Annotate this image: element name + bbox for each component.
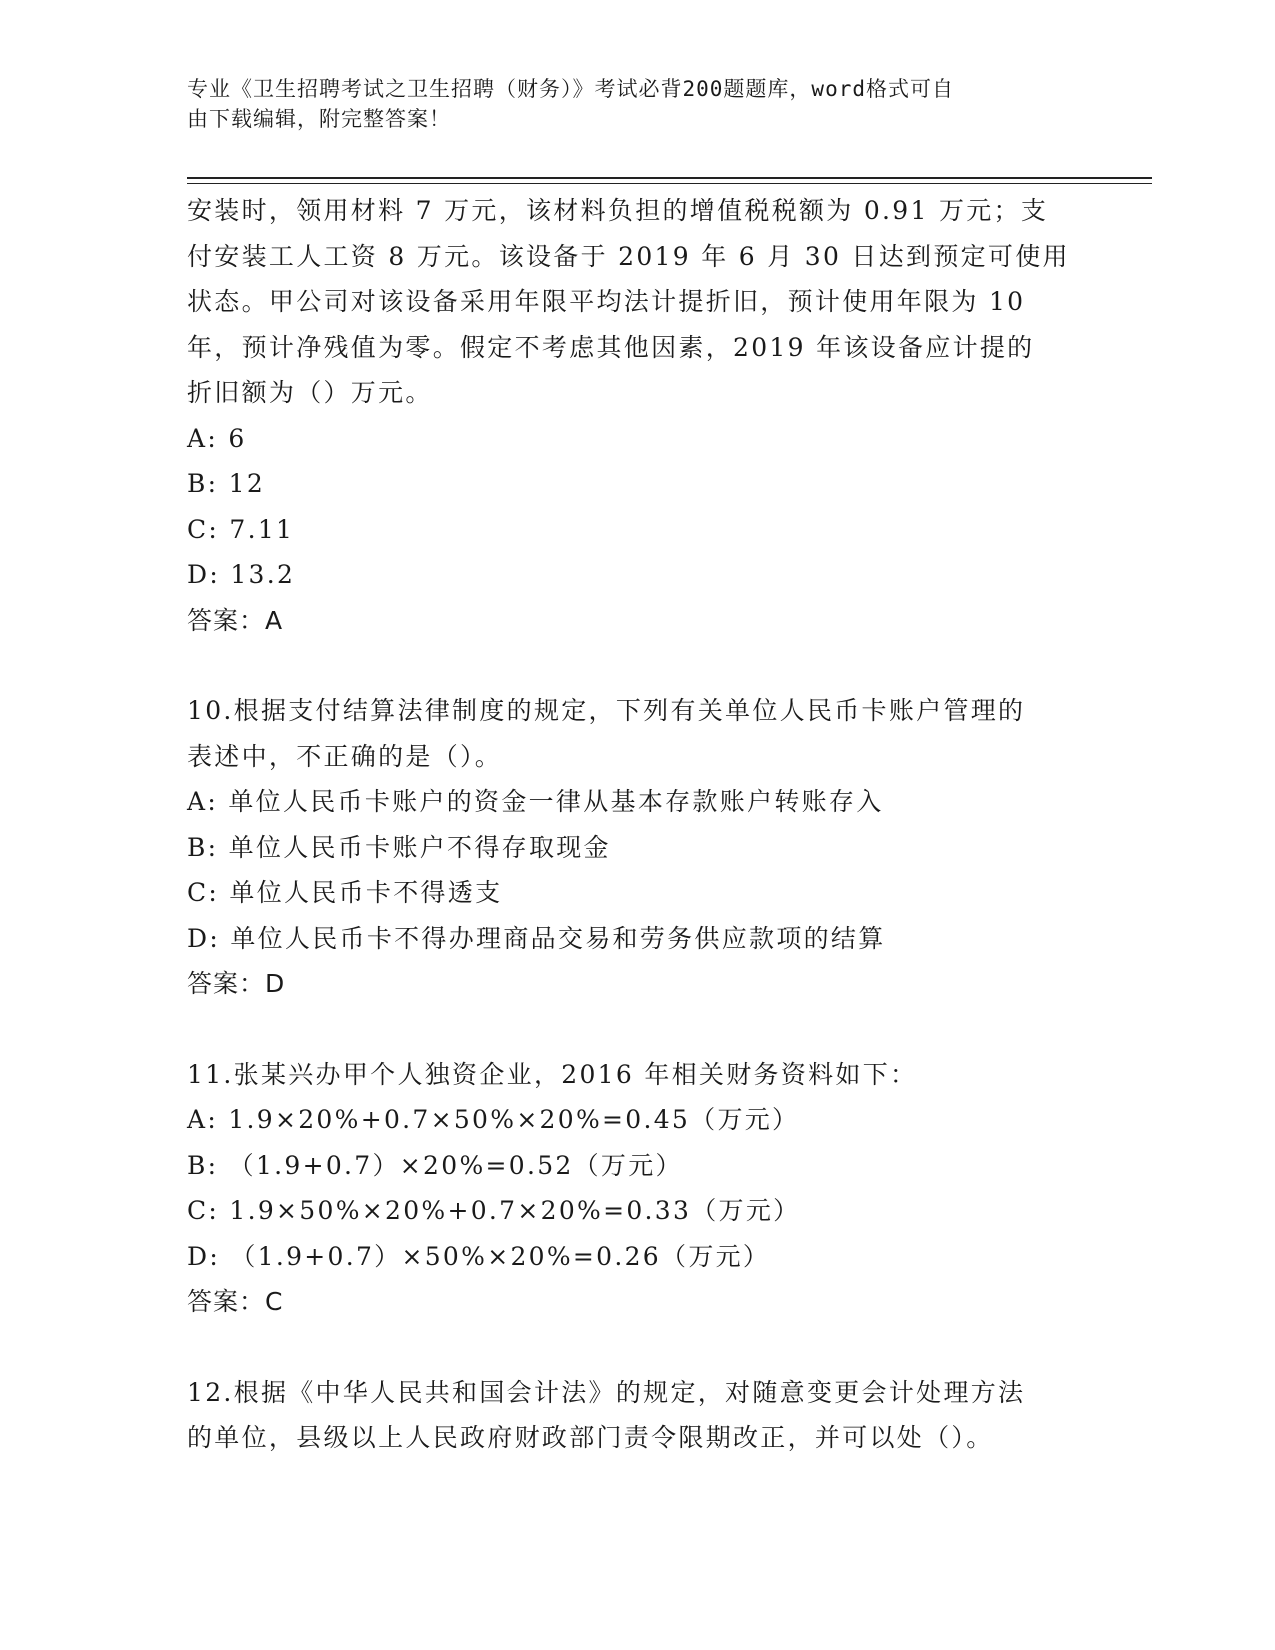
option-a: A: 6 [187, 423, 247, 453]
header-line-2: 由下载编辑，附完整答案！ [187, 107, 451, 131]
option-c: C: 1.9×50%×20%+0.7×20%=0.33（万元） [187, 1196, 801, 1225]
question-stem-line: 的单位，县级以上人民政府财政部门责令限期改正，并可以处（）。 [187, 1423, 994, 1452]
option-a: A: 单位人民币卡账户的资金一律从基本存款账户转账存入 [187, 787, 884, 816]
question-stem-line: 10.根据支付结算法律制度的规定，下列有关单位人民币卡账户管理的 [187, 696, 1026, 725]
option-d: D: 单位人民币卡不得办理商品交易和劳务供应款项的结算 [187, 923, 886, 953]
option-d: D: （1.9+0.7）×50%×20%=0.26（万元） [187, 1241, 771, 1271]
question-stem-line: 付安装工人工资 8 万元。该设备于 2019 年 6 月 30 日达到预定可使用 [187, 241, 1070, 271]
option-b: B: （1.9+0.7）×20%=0.52（万元） [187, 1150, 683, 1180]
option-c: C: 7.11 [187, 514, 295, 544]
document-header [187, 74, 1067, 134]
option-b: B: 12 [187, 469, 266, 498]
answer-line: 答案：C [187, 1287, 284, 1316]
answer-line: 答案：D [187, 969, 286, 998]
question-11 [187, 1052, 1077, 1325]
question-12 [187, 1370, 1077, 1461]
question-spacer [187, 1007, 1077, 1052]
header-divider-thin [187, 183, 1152, 184]
question-spacer [187, 1325, 1077, 1370]
question-stem-line: 安装时，领用材料 7 万元，该材料负担的增值税税额为 0.91 万元；支 [187, 196, 1049, 225]
option-a: A: 1.9×20%+0.7×50%×20%=0.45（万元） [187, 1105, 800, 1134]
question-stem-line: 表述中，不正确的是（）。 [187, 741, 503, 771]
option-d: D: 13.2 [187, 560, 296, 589]
question-9 [187, 188, 1077, 643]
question-stem-line: 状态。甲公司对该设备采用年限平均法计提折旧，预计使用年限为 10 [187, 287, 1026, 316]
answer-line: 答案：A [187, 605, 284, 635]
header-divider-thick [187, 177, 1152, 179]
question-stem-line: 折旧额为（）万元。 [187, 378, 433, 407]
option-b: B: 单位人民币卡账户不得存取现金 [187, 832, 611, 862]
question-10 [187, 688, 1077, 1007]
question-stem-line: 11.张某兴办甲个人独资企业，2016 年相关财务资料如下： [187, 1059, 918, 1089]
document-body [187, 188, 1077, 1461]
question-stem-line: 年，预计净残值为零。假定不考虑其他因素，2019 年该设备应计提的 [187, 332, 1035, 362]
question-stem-line: 12.根据《中华人民共和国会计法》的规定，对随意变更会计处理方法 [187, 1377, 1026, 1407]
question-spacer [187, 643, 1077, 688]
header-line-1: 专业《卫生招聘考试之卫生招聘（财务）》考试必背200题题库，word格式可自 [187, 77, 954, 101]
option-c: C: 单位人民币卡不得透支 [187, 878, 503, 907]
